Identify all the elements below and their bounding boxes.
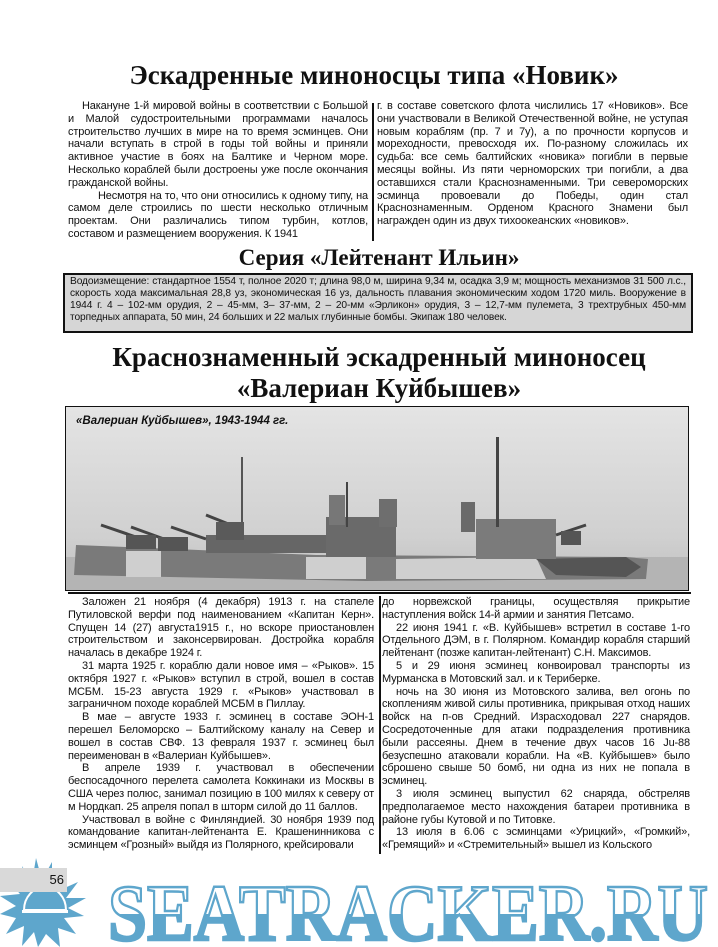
ship-title-line1: Краснознаменный эскадренный миноносец	[112, 342, 646, 372]
photo-caption: «Валериан Куйбышев», 1943-1944 гг.	[76, 415, 289, 427]
watermark-text: SEATRACKER.RU	[108, 870, 708, 947]
history-right-column	[382, 596, 690, 852]
paragraph: В мае – августе 1933 г. эсминец в составе ЭОН-1 перешел Беломорско – Балтийскому каналу на Север и вошел в состав СВФ. 13 февраля 1937 г. эсминец был переименован в «Валериан Куйбышев».	[68, 711, 374, 762]
ship-photo	[65, 406, 689, 591]
paragraph: Заложен 21 ноября (4 декабря) 1913 г. на стапеле Путиловской верфи под наименованием «Капитан Керн». Спущен 14 (27) августа1915 г., но вскоре приостановлен строительством и законсервирован. Достройка корабля началась в декабре 1924 г.	[68, 596, 374, 660]
paragraph: 22 июня 1941 г. «В. Куйбышев» встретил в составе 1-го Отдельного ДЭМ, в г. Полярном. Командир корабля старший лейтенант (позже капитан-лейтенант) С.Н. Максимов.	[382, 621, 690, 660]
series-title: Серия «Лейтенант Ильин»	[238, 245, 520, 270]
article-title: Эскадренные миноносцы типа «Новик»	[129, 60, 619, 90]
intro-right-column	[377, 100, 688, 228]
ship-title-line2: «Валериан Куйбышев»	[236, 373, 522, 403]
paragraph: 3 июля эсминец выпустил 62 снаряда, обстреляв предполагаемое место нахождения батареи противника в районе губы Кутовой и по Титовке.	[382, 787, 690, 826]
page-number: 56	[0, 868, 67, 892]
specifications-box: Водоизмещение: стандартное 1554 т, полное 2020 т; длина 98,0 м, ширина 9,34 м, осадка 3,9 м; мощность механизмов 31 500 л.с., скорость хода максимальная 28,8 уз, экономическая 16 уз, дальность плавания экономическим ходом 1720 миль. Вооружение в 1944 г. 4 – 102-мм орудия, 2 – 45-мм, 3– 37-мм, 2 – 20-мм «Эрликон» орудия, 3 – 12,7-мм пулемета, 3 трехтрубных 450-мм торпедных аппарата, 50 мин, 24 больших и 22 малых глубинные бомбы. Экипаж 180 человек.	[63, 273, 693, 333]
seatracker-watermark	[0, 858, 718, 947]
paragraph: ночь на 30 июня из Мотовского залива, вел огонь по скоплениям живой силы противника, прикрывая отход наших войск на п-ов Средний. Израсходовал 227 снарядов. Сосредоточенные для атаки подразделения противника были рассеяны. Днем в течение двух часов 16 Ju-88 безуспешно атаковали корабли. На «В. Куйбышев» было сброшено свыше 50 бомб, ни одна из них не попала в эсминец.	[382, 685, 690, 788]
paragraph: 13 июля в 6.06 с эсминцами «Урицкий», «Громкий», «Гремящий» и «Стремительный» вышел из Кольского	[382, 826, 690, 852]
column-divider	[379, 596, 381, 854]
ship-photo-image	[66, 407, 689, 591]
ship-title	[0, 342, 718, 404]
paragraph: 31 марта 1925 г. кораблю дали новое имя – «Рыков». 15 октября 1927 г. «Рыков» вступил в строй, вошел в состав МСБМ. 15-23 августа 1929 г. «Рыков» участвовал в заграничном походе кораблей МСБМ в Пиллау.	[68, 659, 374, 711]
column-divider	[372, 103, 374, 241]
paragraph: В апреле 1939 г. участвовал в обеспечении беспосадочного перелета самолета Коккинаки из Москвы в США через полюс, занимал позицию в 100 милях к северу от м Нордкап. 25 апреля попал в шторм силой до 11 баллов.	[68, 762, 374, 813]
paragraph: Несмотря на то, что они относились к одному типу, на самом деле строились по шести несколько отличным проектам. Они различались типом турбин, котлов, составом и размещением вооружения. К 1941	[68, 189, 368, 240]
paragraph: г. в составе советского флота числились 17 «Новиков». Все они участвовали в Великой Отечественной войне, не уступая новым кораблям (пр. 7 и 7у), а по прочности корпусов и мореходности, превосходя их. По-разному сложилась их судьба: все семь балтийских «новика» погибли в первые месяцы войны. Из пяти черноморских три погибли, а два оставшихся стали Краснознаменными. Три североморских эсминца провоевали до Победы, один стал Краснознаменным. Орденом Красного Знамени был награжден один из двух тихоокеанских «новиков».	[377, 100, 688, 228]
section-rule	[68, 592, 691, 594]
paragraph: Накануне 1-й мировой войны в соответствии с Большой и Малой судостроительными программами началось строительство лучших в мире на то время эсминцев. Они начали вступать в строй в годы той войны и приняли активное участие в боях на Балтике и Черном море. Несколько кораблей были достроены уже после окончания гражданской войны.	[68, 100, 368, 189]
paragraph: 5 и 29 июня эсминец конвоировал транспорты из Мурманска в Мотовский зал. и к Териберке.	[382, 659, 690, 685]
paragraph: до норвежской границы, осуществляя прикрытие наступления войск 14-й армии и занятия Петсамо.	[382, 596, 690, 621]
paragraph: Участвовал в войне с Финляндией. 30 ноября 1939 под командование капитан-лейтенанта Е. Крашенинникова с эсминцем «Грозный» выйдя из Полярного, крейсировали	[68, 813, 374, 852]
intro-left-column	[68, 100, 368, 241]
history-left-column	[68, 596, 374, 852]
